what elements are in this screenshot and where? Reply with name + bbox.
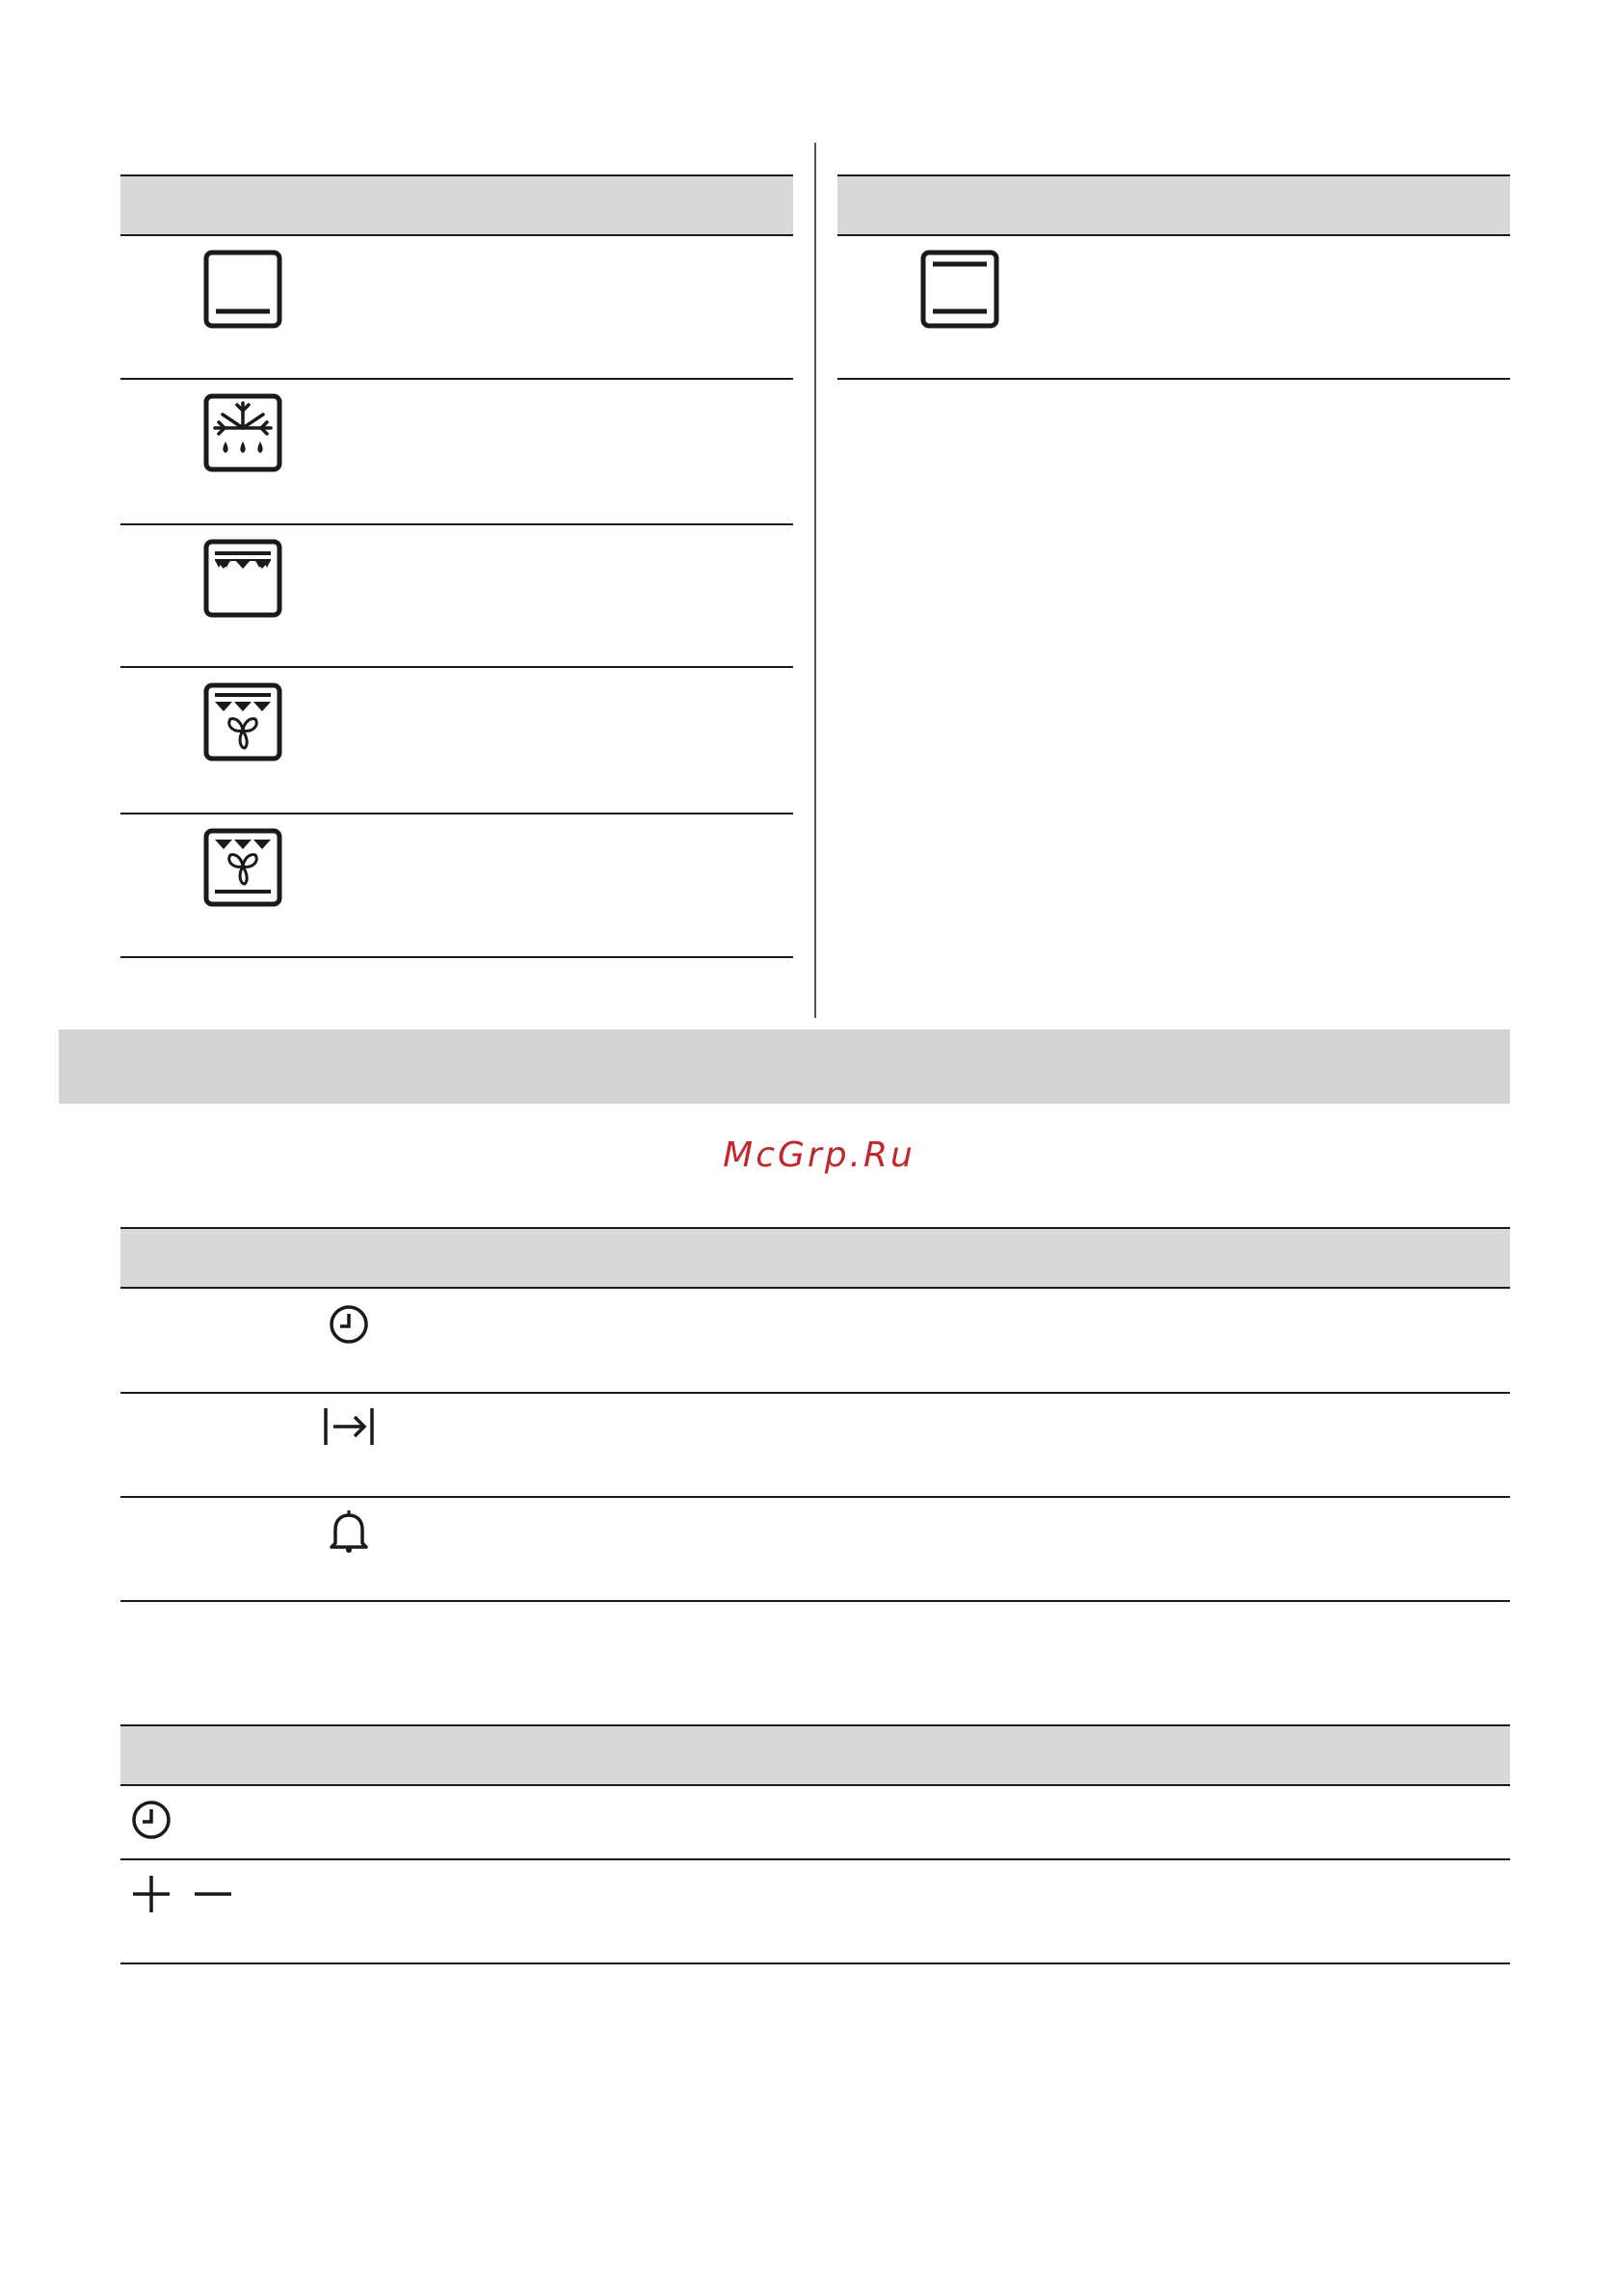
row-divider (120, 523, 793, 525)
end-time-icon (320, 1404, 378, 1449)
clock-icon (128, 1797, 174, 1843)
row-divider (837, 378, 1510, 380)
row-divider (120, 1392, 1510, 1394)
row-divider (120, 1962, 1510, 1964)
watermark: McGrp.Ru (723, 1135, 915, 1175)
fan-bottom-heat-icon (203, 828, 282, 907)
clock-table-header (120, 1227, 1510, 1289)
row-divider (120, 378, 793, 380)
top-heat-icon (203, 539, 282, 618)
section-heading-band (59, 1029, 1510, 1104)
row-divider (120, 1600, 1510, 1602)
bottom-heat-icon (203, 250, 282, 329)
minus-icon (191, 1872, 235, 1916)
column-separator (814, 143, 816, 1018)
row-divider (120, 956, 793, 958)
buttons-table-header (120, 1724, 1510, 1786)
row-divider (120, 1496, 1510, 1498)
clock-icon (326, 1301, 372, 1348)
row-divider (120, 666, 793, 668)
defrost-icon (203, 393, 282, 472)
top-heat-fan-icon (203, 682, 282, 761)
row-divider (120, 1858, 1510, 1860)
bell-icon (328, 1507, 370, 1555)
row-divider (120, 813, 793, 814)
right-table-header (837, 174, 1510, 236)
top-bottom-heat-icon (920, 250, 999, 329)
left-table-header (120, 174, 793, 236)
plus-icon (129, 1872, 173, 1916)
